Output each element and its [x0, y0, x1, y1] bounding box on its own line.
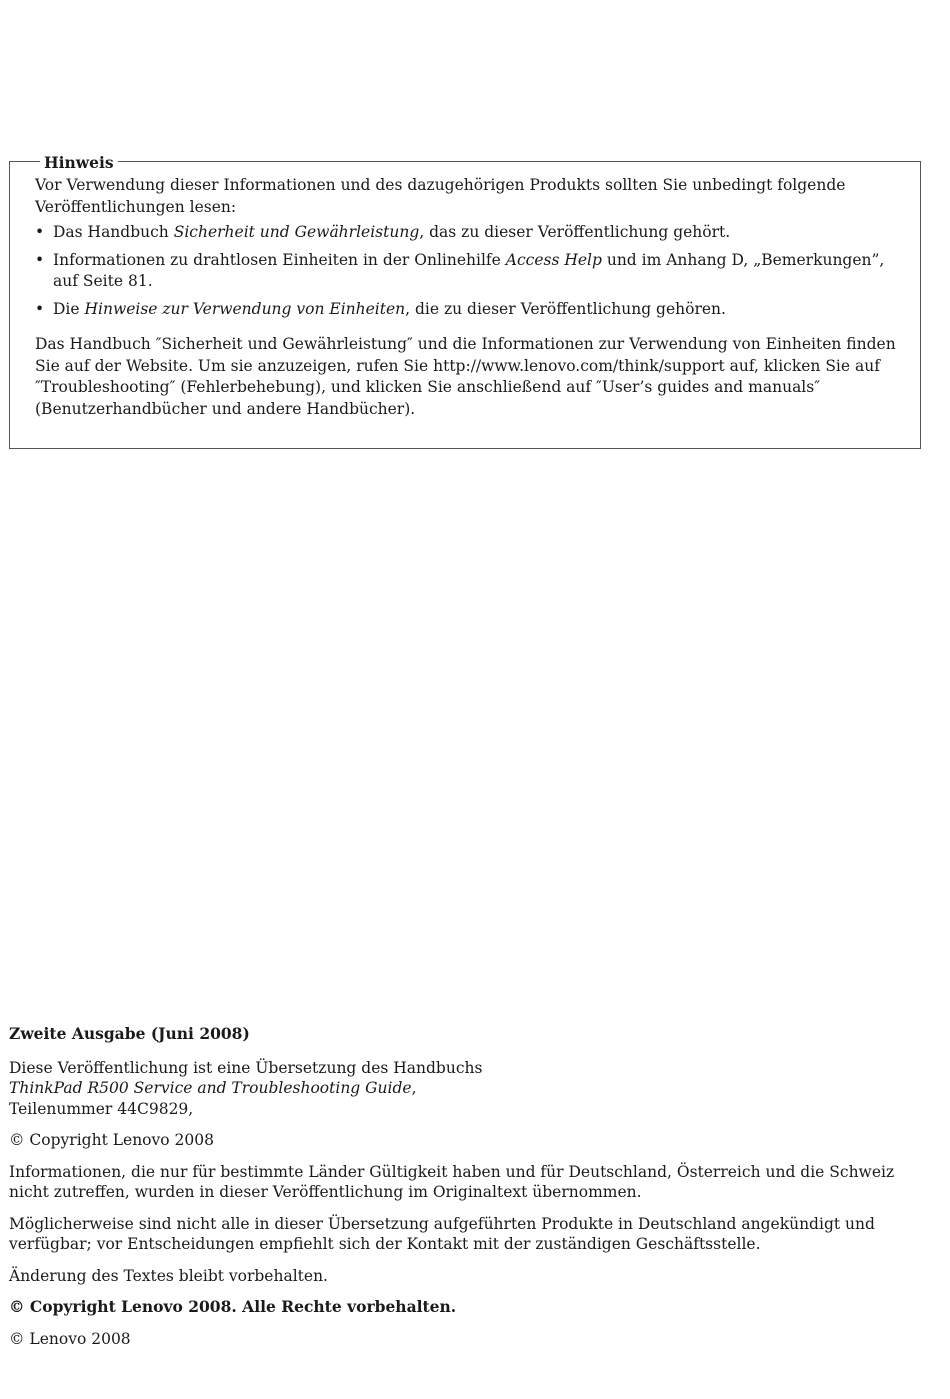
- translation-title-suffix: ,: [411, 1079, 417, 1097]
- bullet-text-pre: Die: [53, 299, 85, 318]
- bullet-text-post: , das zu dieser Veröffentlichung gehört.: [419, 223, 731, 241]
- country-info-note: Informationen, die nur für bestimmte Länder Gültigkeit haben und für Deutschland, Österreich und die Schweiz nicht zutreffen, wurden in dieser Veröffentlichung im Originaltext übernommen.: [9, 1162, 895, 1201]
- bullet-text-italic: Access Help: [505, 250, 602, 269]
- bullet-icon: •: [35, 299, 45, 318]
- notice-intro: Vor Verwendung dieser Informationen und des dazugehörigen Produkts sollten Sie unbedingt folgende Veröffentlichungen lesen:: [35, 176, 846, 216]
- bullet-text-italic: Sicherheit und Gewährleistung: [173, 223, 420, 241]
- translation-line: Diese Veröffentlichung ist eine Übersetzung des Handbuchs: [9, 1058, 483, 1077]
- notice-content: [35, 175, 897, 420]
- translation-title: ThinkPad R500 Service and Troubleshooting Guide: [9, 1079, 412, 1097]
- products-note: Möglicherweise sind nicht alle in dieser Übersetzung aufgeführten Produkte in Deutschland angekündigt und verfügbar; vor Entscheidungen empfiehlt sich der Kontakt mit der zuständigen Geschäftsstelle.: [9, 1214, 875, 1253]
- notice-bullet-item: [35, 250, 897, 293]
- edition-title: Zweite Ausgabe (Juni 2008): [9, 1024, 250, 1043]
- bullet-text-post: und im Anhang D, „Bemerkungen”, auf Seite 81.: [53, 250, 885, 290]
- bullet-text-pre: Informationen zu drahtlosen Einheiten in der Onlinehilfe: [53, 250, 506, 269]
- notice-bullet-item: [35, 299, 897, 321]
- changes-note: Änderung des Textes bleibt vorbehalten.: [9, 1266, 328, 1285]
- edition-notice: [9, 1024, 924, 1360]
- translation-part-number: Teilenummer 44C9829,: [9, 1099, 194, 1118]
- notice-list: [35, 222, 897, 320]
- notice-box: [9, 153, 921, 449]
- copyright-short: © Lenovo 2008: [9, 1329, 131, 1348]
- notice-closing: Das Handbuch ″Sicherheit und Gewährleistung″ und die Informationen zur Verwendung von Einheiten finden Sie auf der Website. Um sie anzuzeigen, rufen Sie http://www.lenovo.com/think/support auf, klicken Sie auf ″Troubleshooting″ (Fehlerbehebung), und klicken Sie anschließend auf ″User’s guides and manuals″ (Benutzerhandbücher und andere Handbücher).: [35, 335, 896, 418]
- copyright-line: © Copyright Lenovo 2008: [9, 1131, 214, 1149]
- translation-note: [9, 1058, 924, 1120]
- bullet-icon: •: [35, 250, 45, 269]
- notice-title: Hinweis: [40, 155, 118, 171]
- bullet-text-pre: Das Handbuch: [53, 223, 174, 241]
- bullet-icon: •: [35, 223, 45, 241]
- bullet-text-post: , die zu dieser Veröffentlichung gehören.: [405, 299, 726, 318]
- bullet-text-italic: Hinweise zur Verwendung von Einheiten: [84, 299, 406, 318]
- notice-bullet-item: [35, 222, 897, 244]
- copyright-rights: © Copyright Lenovo 2008. Alle Rechte vorbehalten.: [9, 1297, 457, 1316]
